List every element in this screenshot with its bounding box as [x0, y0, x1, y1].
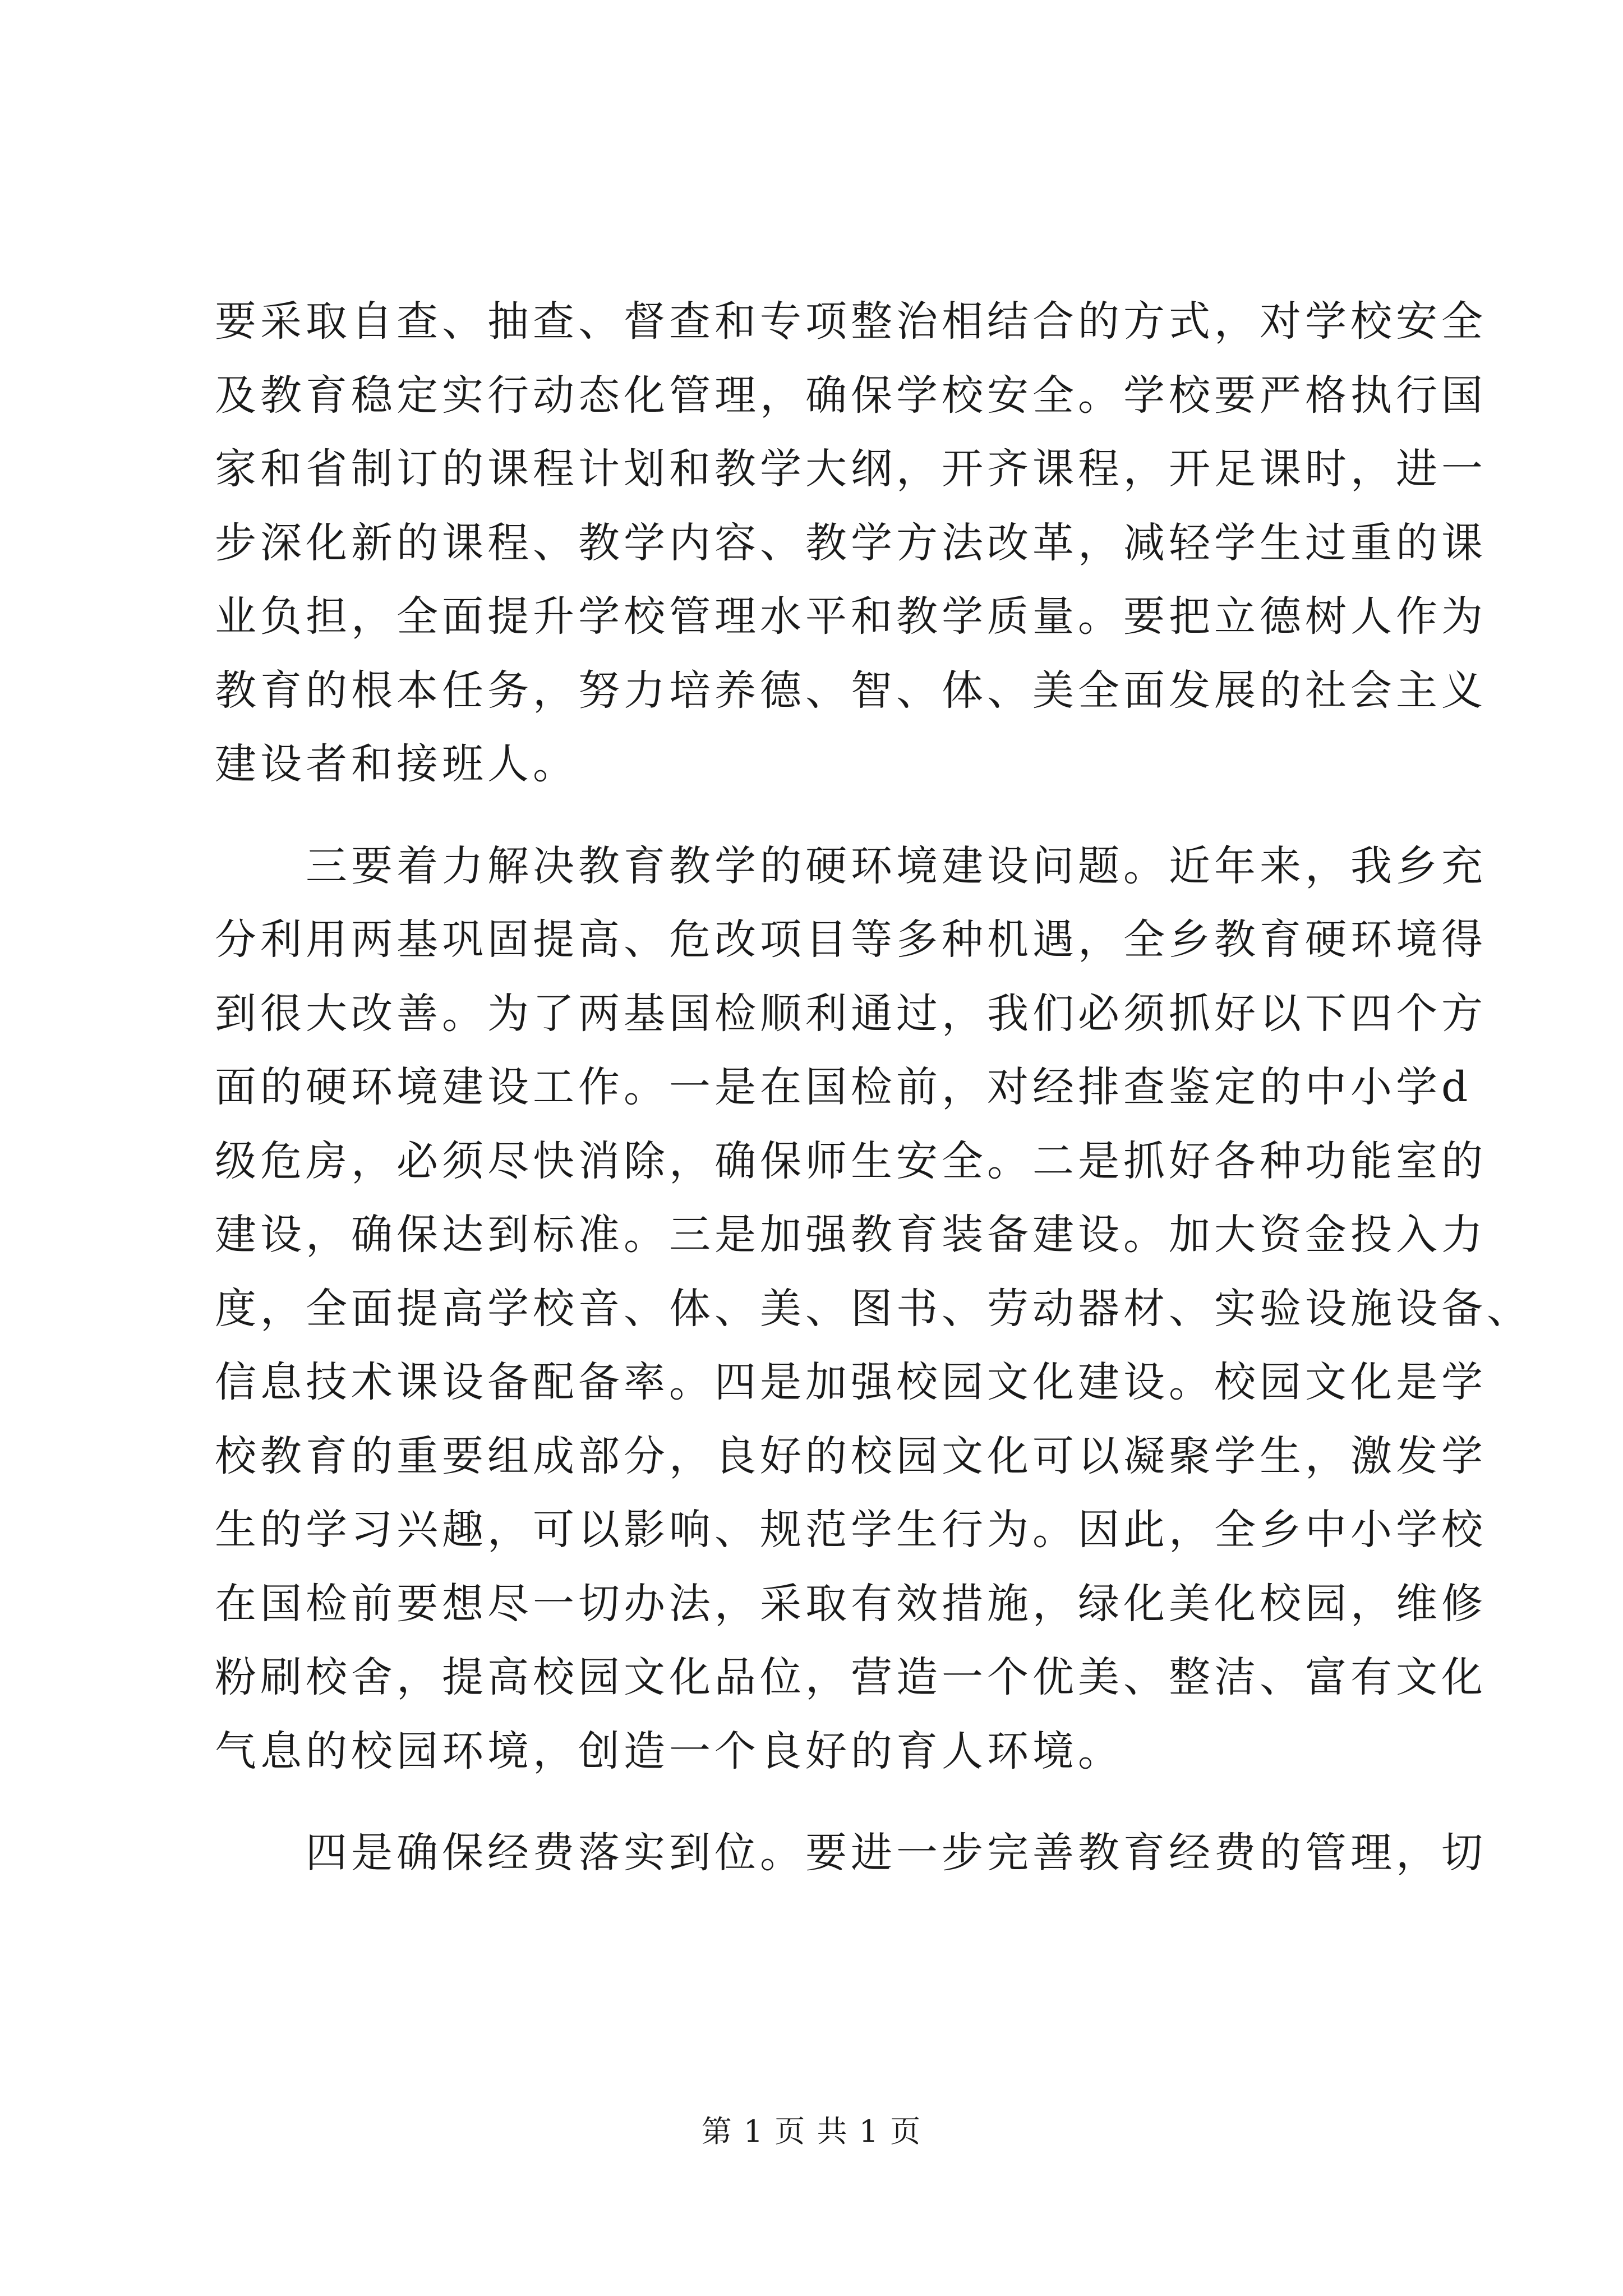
text-line: 建设，确保达到标准。三是加强教育装备建设。加大资金投入力	[215, 1211, 1487, 1259]
paragraph	[215, 1816, 1487, 1890]
text-line: 度，全面提高学校音、体、美、图书、劳动器材、实验设施设备、	[215, 1284, 1532, 1333]
text-line: 四是确保经费落实到位。要进一步完善教育经费的管理，切	[215, 1829, 1487, 1877]
text-line: 在国检前要想尽一切办法，采取有效措施，绿化美化校园，维修	[215, 1579, 1487, 1628]
text-line: 要采取自查、抽查、督查和专项整治相结合的方式，对学校安全	[215, 297, 1487, 346]
document-body	[215, 285, 1532, 1890]
text-line: 分利用两基巩固提高、危改项目等多种机遇，全乡教育硬环境得	[215, 915, 1487, 964]
text-line: 及教育稳定实行动态化管理，确保学校安全。学校要严格执行国	[215, 371, 1487, 420]
paragraph	[215, 285, 1487, 802]
text-line: 生的学习兴趣，可以影响、规范学生行为。因此，全乡中小学校	[215, 1506, 1487, 1554]
text-line: 校教育的重要组成部分，良好的校园文化可以凝聚学生，激发学	[215, 1432, 1487, 1480]
paragraph	[215, 830, 1532, 1789]
text-line: 教育的根本任务，努力培养德、智、体、美全面发展的社会主义	[215, 666, 1487, 715]
text-line: 建设者和接班人。	[215, 740, 578, 788]
text-line: 气息的校园环境，创造一个良好的育人环境。	[215, 1727, 1123, 1775]
text-line: 粉刷校舍，提高校园文化品位，营造一个优美、整洁、富有文化	[215, 1653, 1487, 1701]
page-number-footer: 第 1 页 共 1 页	[701, 2114, 922, 2149]
paragraph-spacer	[215, 1788, 1415, 1816]
text-line: 到很大改善。为了两基国检顺利通过，我们必须抓好以下四个方	[215, 989, 1487, 1038]
text-line: 级危房，必须尽快消除，确保师生安全。二是抓好各种功能室的	[215, 1137, 1487, 1185]
paragraph-spacer	[215, 802, 1415, 830]
text-line: 业负担，全面提升学校管理水平和教学质量。要把立德树人作为	[215, 592, 1487, 641]
text-line: 三要着力解决教育教学的硬环境建设问题。近年来，我乡充	[215, 841, 1487, 890]
text-line: 步深化新的课程、教学内容、教学方法改革，减轻学生过重的课	[215, 518, 1487, 567]
text-line: 面的硬环境建设工作。一是在国检前，对经排查鉴定的中小学d	[215, 1063, 1472, 1111]
text-line: 家和省制订的课程计划和教学大纲，开齐课程，开足课时，进一	[215, 445, 1487, 493]
text-line: 信息技术课设备配备率。四是加强校园文化建设。校园文化是学	[215, 1358, 1487, 1406]
